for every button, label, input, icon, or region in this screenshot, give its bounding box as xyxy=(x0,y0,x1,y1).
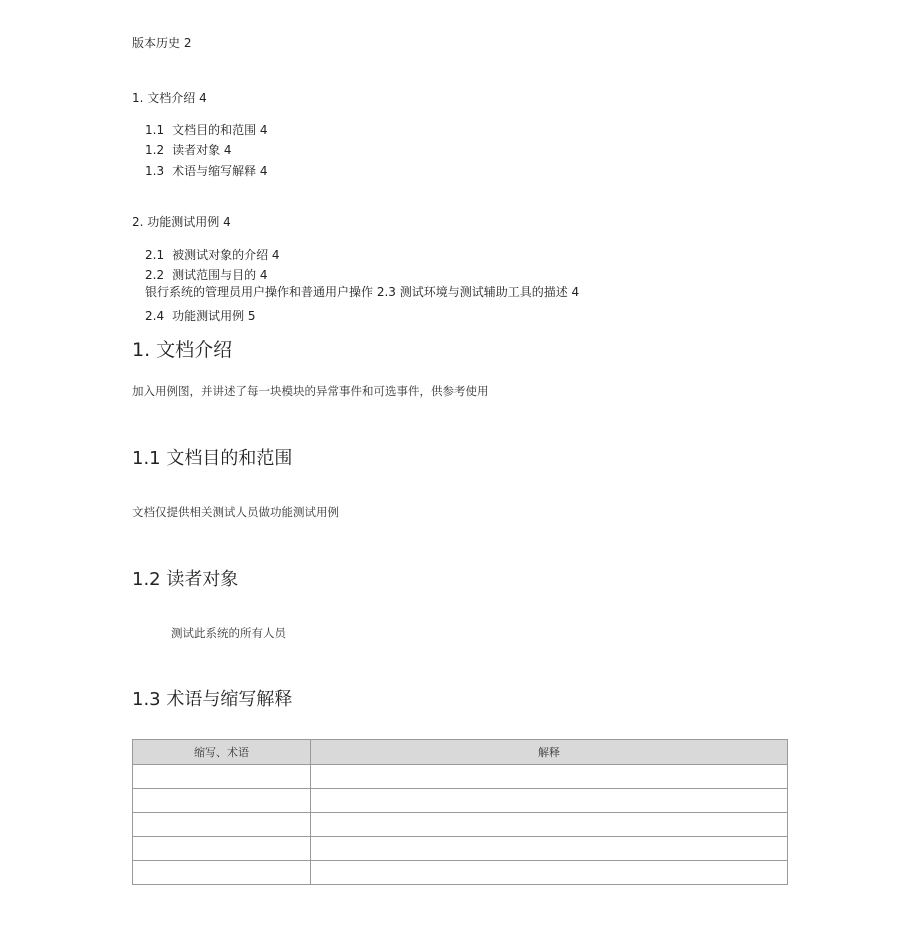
column-header-explanation: 解释 xyxy=(311,740,788,765)
toc-item-label: 文档目的和范围 4 xyxy=(172,123,268,137)
table-row xyxy=(133,789,788,813)
toc-item-number: 2.4 xyxy=(145,309,165,323)
terms-table xyxy=(132,739,788,885)
toc-item-number: 2.1 xyxy=(145,248,165,262)
toc-item-label: 测试范围与目的 4 xyxy=(172,268,268,282)
table-cell-term[interactable] xyxy=(133,765,311,789)
toc-item-label: 读者对象 4 xyxy=(172,143,232,157)
toc-item-number: 1.1 xyxy=(145,123,165,137)
heading-section-1-2: 1.2 读者对象 xyxy=(132,569,239,590)
table-cell-term[interactable] xyxy=(133,813,311,837)
column-header-term: 缩写、术语 xyxy=(133,740,311,765)
paragraph-1-1: 文档仅提供相关测试人员做功能测试用例 xyxy=(132,505,339,519)
toc-item-label: 术语与缩写解释 4 xyxy=(172,164,268,178)
table-cell-term[interactable] xyxy=(133,837,311,861)
table-row xyxy=(133,765,788,789)
toc-item-1-2[interactable] xyxy=(145,141,232,158)
table-cell-explanation[interactable] xyxy=(311,789,788,813)
heading-section-1: 1. 文档介绍 xyxy=(132,339,233,361)
table-row xyxy=(133,837,788,861)
toc-item-2-2[interactable] xyxy=(145,266,268,283)
table-cell-explanation[interactable] xyxy=(311,861,788,885)
table-cell-explanation[interactable] xyxy=(311,837,788,861)
table-cell-explanation[interactable] xyxy=(311,813,788,837)
intro-paragraph: 加入用例图，并讲述了每一块模块的异常事件和可选事件，供参考使用 xyxy=(132,384,489,398)
table-row xyxy=(133,861,788,885)
paragraph-1-2: 测试此系统的所有人员 xyxy=(171,626,286,640)
heading-section-1-1: 1.1 文档目的和范围 xyxy=(132,448,293,469)
table-cell-term[interactable] xyxy=(133,861,311,885)
toc-item-label: 功能测试用例 5 xyxy=(172,309,256,323)
toc-item-2-4[interactable] xyxy=(145,307,256,324)
toc-item-number: 2.2 xyxy=(145,268,165,282)
toc-item-1-3[interactable] xyxy=(145,162,268,179)
toc-item-2-1[interactable] xyxy=(145,246,280,263)
toc-item-number: 1.3 xyxy=(145,164,165,178)
heading-section-1-3: 1.3 术语与缩写解释 xyxy=(132,689,293,710)
table-row xyxy=(133,813,788,837)
toc-item-number: 1.2 xyxy=(145,143,165,157)
toc-section-2[interactable]: 2. 功能测试用例 4 xyxy=(132,215,231,229)
toc-section-1[interactable]: 1. 文档介绍 4 xyxy=(132,91,207,105)
table-header-row xyxy=(133,740,788,765)
toc-version-history[interactable]: 版本历史 2 xyxy=(132,36,192,50)
table-cell-term[interactable] xyxy=(133,789,311,813)
table-cell-explanation[interactable] xyxy=(311,765,788,789)
toc-item-1-1[interactable] xyxy=(145,121,268,138)
toc-item-label: 被测试对象的介绍 4 xyxy=(172,248,280,262)
toc-item-2-3[interactable]: 银行系统的管理员用户操作和普通用户操作 2.3 测试环境与测试辅助工具的描述 4 xyxy=(145,285,580,299)
